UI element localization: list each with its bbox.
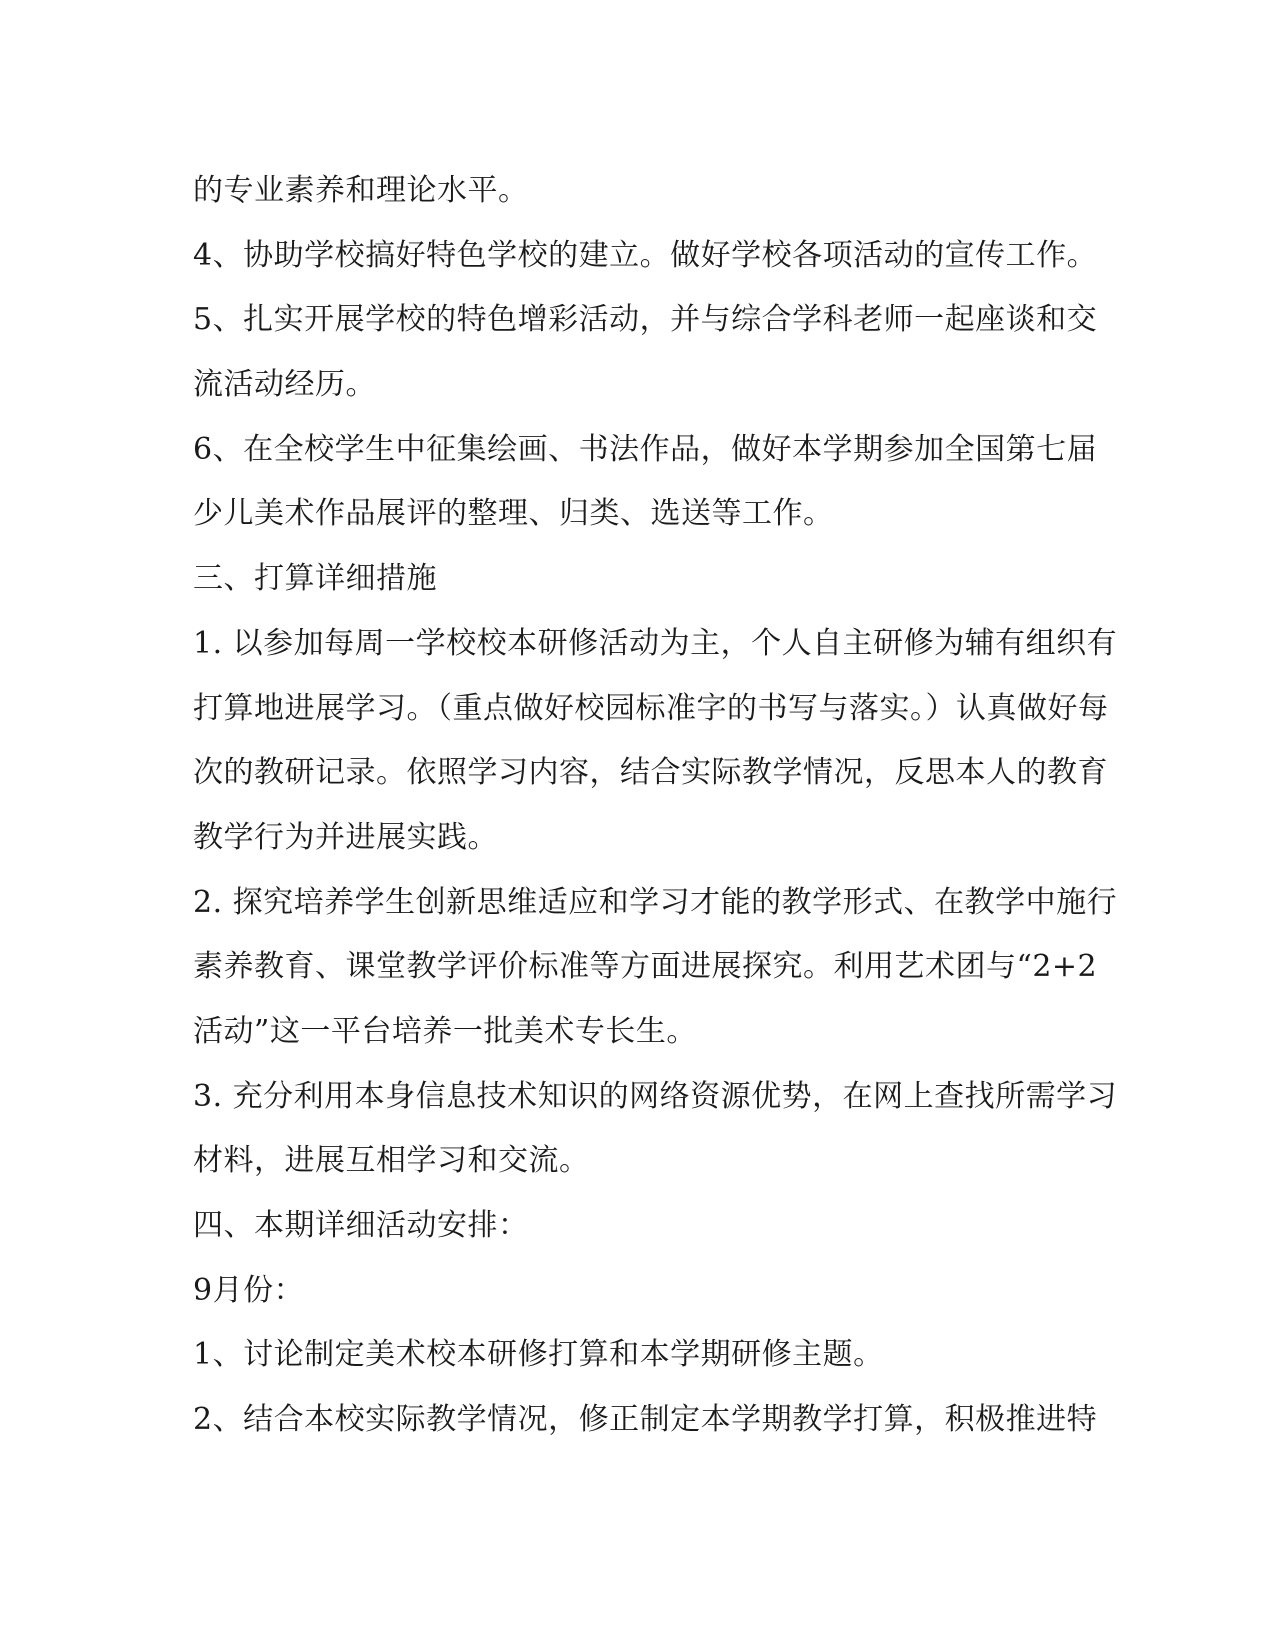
text-line: 次的教研记录。依照学习内容，结合实际教学情况，反思本人的教育 [193,755,1108,791]
text-line: 活动”这一平台培养一批美术专长生。 [193,1013,697,1049]
list-item: 5、扎实开展学校的特色增彩活动，并与综合学科老师一起座谈和交 [193,302,1098,338]
list-item: 4、协助学校搞好特色学校的建立。做好学校各项活动的宣传工作。 [193,237,1098,273]
list-item: 1. 以参加每周一学校校本研修活动为主，个人自主研修为辅有组织有 [193,625,1118,661]
text-line: 材料，进展互相学习和交流。 [193,1143,590,1179]
text-line: 少儿美术作品展评的整理、归类、选送等工作。 [193,496,834,532]
text-line: 素养教育、课堂教学评价标准等方面进展探究。利用艺术团与“2+2 [193,949,1098,985]
list-item: 1、讨论制定美术校本研修打算和本学期研修主题。 [193,1337,884,1373]
list-item: 2、结合本校实际教学情况，修正制定本学期教学打算，积极推进特 [193,1402,1098,1438]
list-item: 2. 探究培养学生创新思维适应和学习才能的教学形式、在教学中施行 [193,884,1118,920]
section-heading: 四、本期详细活动安排： [193,1208,529,1243]
text-line: 打算地进展学习。（重点做好校园标准字的书写与落实。）认真做好每 [193,690,1109,726]
list-item: 3. 充分利用本身信息技术知识的网络资源优势，在网上查找所需学习 [193,1078,1118,1114]
month-heading: 9月份： [193,1272,305,1308]
text-line: 教学行为并进展实践。 [193,819,498,855]
text-line: 的专业素养和理论水平。 [193,173,529,208]
list-item: 6、在全校学生中征集绘画、书法作品，做好本学期参加全国第七届 [193,431,1098,467]
text-line: 流活动经历。 [193,367,376,403]
document-body [193,159,1118,1453]
section-heading: 三、打算详细措施 [193,561,437,597]
